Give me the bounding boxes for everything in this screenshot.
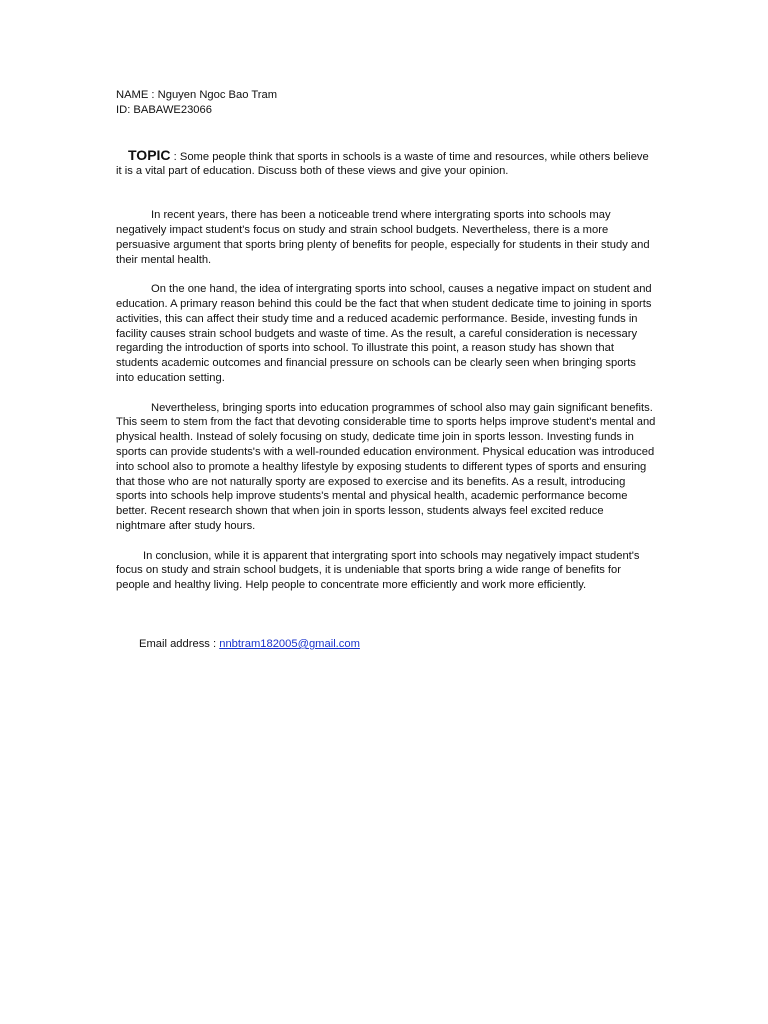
topic-text: : Some people think that sports in schools is a waste of time and resources, while others believe it is a vital part of education. Discuss both of these views and give your opinion. (116, 150, 649, 178)
email-label: Email address : (139, 637, 220, 650)
email-address-line (116, 637, 656, 652)
student-name-line: NAME : Nguyen Ngoc Bao Tram (116, 89, 278, 101)
topic-statement (116, 148, 656, 180)
essay-paragraph-positive-view: Nevertheless, bringing sports into education programmes of school also may gain significant benefits. This seem to stem from the fact that devoting considerable time to sports helps improve student's mental and physical health. Instead of solely focusing on study, dedicate time join in sports lesson. Investing funds in sports can provide students's with a well-rounded education environment. Physical education was introduced into school also to promote a healthy lifestyle by exposing students to different types of sports and ensuring that those who are not naturally sporty are exposed to exercise and its benefits. As a result, introducing sports into schools help improve students's mental and physical health, academic performance become better. Recent research shown that when join in sports lesson, students always feel excited reduce nightmare after study hours. (116, 401, 656, 532)
essay-paragraph-conclusion: In conclusion, while it is apparent that intergrating sport into schools may negatively impact student's focus on study and strain school budgets, it is undeniable that sports bring a wide range of benefits for people and healthy living. Help people to concentrate more efficiently and work more efficiently. (116, 549, 640, 592)
document-body (116, 88, 656, 663)
email-link[interactable]: nnbtram182005@gmail.com (219, 637, 360, 650)
student-id-line: ID: BABAWE23066 (116, 103, 212, 116)
essay-paragraph-negative-view: On the one hand, the idea of intergrating sports into school, causes a negative impact on student and education. A primary reason behind this could be the fact that when student dedicate time to joining in sports activities, this can affect their study time and a reduced academic performance. Beside, investing funds in facility causes strain school budgets and waste of time. As the result, a careful consideration is necessary regarding the introduction of sports into school. To illustrate this point, a reason study has shown that students academic outcomes and financial pressure on schools can be clearly seen when bringing sports into education setting. (116, 283, 652, 384)
essay-paragraph-introduction: In recent years, there has been a noticeable trend where intergrating sports into schools may negatively impact student's focus on study and strain school budgets. Nevertheless, there is a more persuasive argument that sports bring plenty of benefits for people, especially for students in their study and their mental health. (116, 209, 650, 266)
topic-label: TOPIC (128, 146, 171, 163)
